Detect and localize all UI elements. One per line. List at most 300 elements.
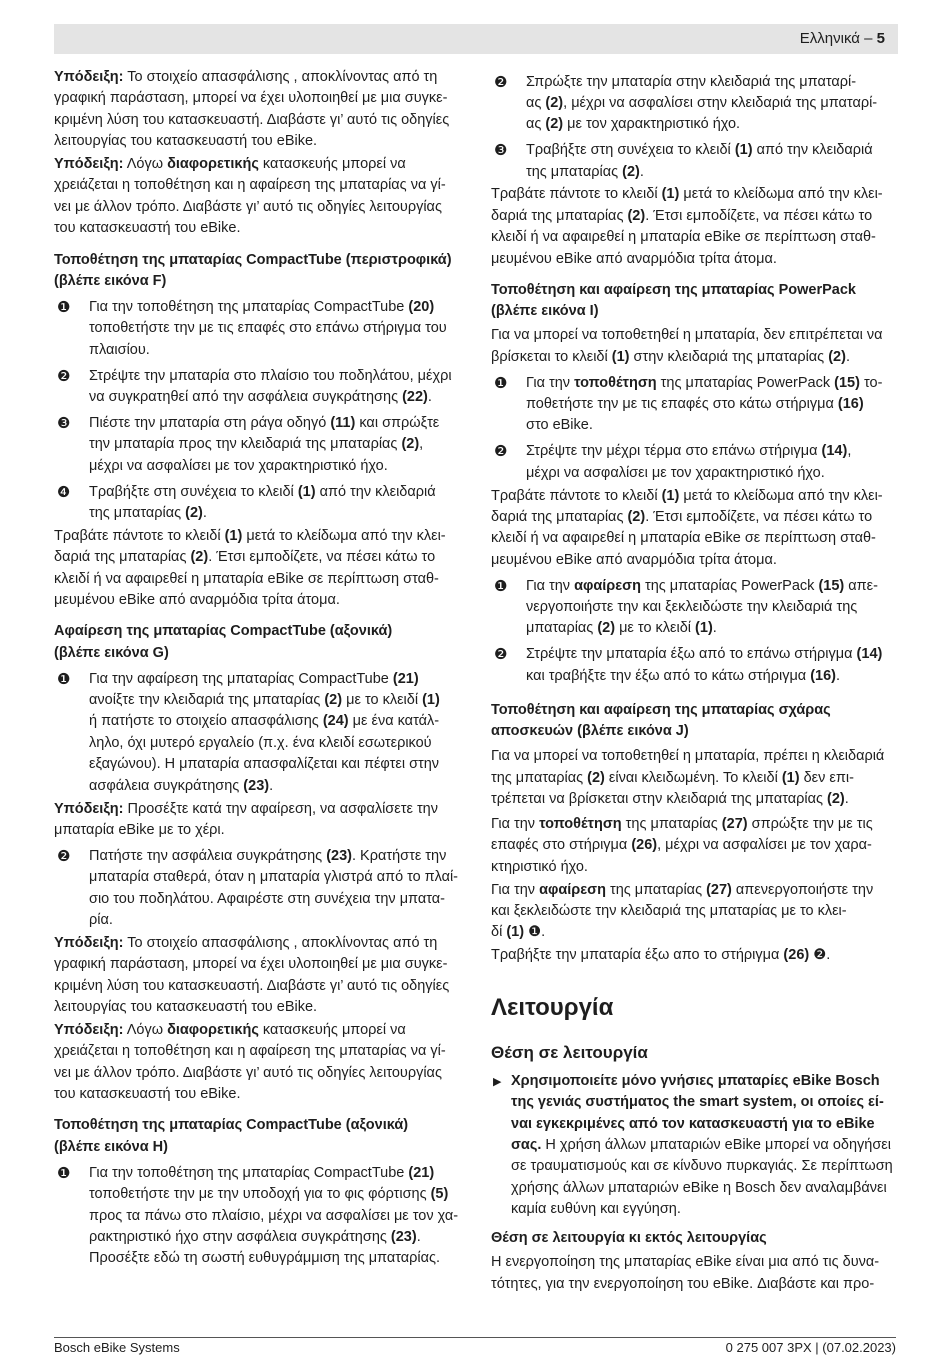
paragraph [54, 67, 458, 153]
text-line [491, 993, 897, 1023]
text-line-content [54, 954, 447, 975]
text-line-content [54, 218, 241, 239]
text-run: δεν επι- [799, 769, 854, 786]
text-run: τότητες, για την ενεργοποίηση του eBike. Διαβάστε και προ- [491, 1275, 875, 1292]
text-line [491, 789, 897, 810]
text-line-content [491, 249, 777, 270]
step-number-icon: ❷ [494, 442, 508, 461]
bold-text-run: (15) [818, 577, 845, 594]
section-heading [491, 280, 897, 323]
text-line-content [89, 318, 447, 339]
text-run: (βλέπε εικόνα H) [54, 1138, 168, 1155]
text-line-content [89, 387, 432, 408]
text-line [54, 1041, 458, 1062]
text-line [526, 162, 897, 183]
text-line-content [491, 857, 588, 878]
bold-text-run: (21) [392, 670, 419, 687]
text-run: . [427, 388, 432, 405]
text-line [54, 976, 458, 997]
text-line-content [54, 88, 447, 109]
text-run: με το κλειδί [342, 692, 423, 709]
text-line [89, 387, 458, 408]
text-line-content [89, 669, 419, 690]
text-run: προς τα πάνω στο πλαίσιο, μέχρι να ασφαλίσει με τον χα- [89, 1207, 459, 1224]
text-run: , [847, 443, 852, 460]
text-line-content [54, 175, 446, 196]
text-line-content [491, 835, 872, 856]
text-line-content [54, 1137, 168, 1158]
text-line-content [491, 227, 876, 248]
text-run: Προσέξτε εδώ τη σωστή ευθυγράμμιση της μπαταρίας. [89, 1250, 441, 1267]
instruction-step [54, 1163, 458, 1270]
bold-text-run: (2) [185, 504, 203, 521]
text-run: Τραβήξτε στη συνέχεια το κλειδί [526, 142, 735, 159]
text-line [89, 318, 458, 339]
text-run: της μπαταρίας PowerPack [656, 374, 835, 391]
text-run: . [202, 504, 207, 521]
text-line-content [526, 618, 717, 639]
text-run: . [639, 163, 644, 180]
text-run: από την κλειδαριά [315, 483, 436, 500]
text-run: τοποθετήστε την με την υποδοχή για το φις φόρτισης [89, 1186, 431, 1203]
bold-text-run: (16) [837, 395, 864, 412]
text-run: ασφάλεια συγκράτησης [89, 777, 244, 794]
text-line [54, 1084, 458, 1105]
text-line-content [491, 880, 873, 901]
bold-text-run: (23) [390, 1228, 417, 1245]
bold-text-run: της γενιάς συστήματος the smart system, οι οποίες εί- [511, 1094, 884, 1111]
text-run: Τοποθέτηση της μπαταρίας CompactTube (αξονικά) [54, 1117, 409, 1134]
text-run: Στρέψτε την μπαταρία στο πλαίσιο του ποδηλάτου, μέχρι [89, 367, 452, 384]
text-run: . Έτσι εμποδίζετε, να πέσει κάτω το [645, 508, 873, 525]
text-line [89, 846, 458, 867]
text-line [511, 1199, 897, 1220]
step-number-icon: ❶ [57, 1163, 71, 1182]
text-run: . [416, 1228, 421, 1245]
text-run: Λειτουργία [491, 993, 614, 1021]
paragraph [54, 526, 458, 612]
text-line [54, 526, 458, 547]
paragraph [54, 933, 458, 1019]
text-line-content [491, 1252, 879, 1273]
text-run: ρία. [89, 911, 113, 928]
text-run: κλειδί ή να αφαιρεθεί η μπαταρία eBike σε περίπτωση σταθ- [491, 229, 876, 246]
text-run: σιο του ποδηλάτου. Αφαιρέστε στη συνέχεια την μπατα- [89, 890, 445, 907]
text-run: Τραβήξτε στη συνέχεια το κλειδί [89, 483, 298, 500]
section-heading [54, 621, 458, 664]
text-run: λειτουργίας του κατασκευαστή του eBike. [54, 133, 318, 150]
paragraph [491, 1252, 897, 1295]
text-line [491, 184, 897, 205]
text-line-content [491, 721, 689, 742]
text-run: Τραβήξτε την μπαταρία έξω απο το στήριγμα [491, 947, 784, 964]
text-run: ας [526, 116, 546, 133]
bold-text-run: αφαίρεση [574, 577, 641, 594]
bold-text-run: (14) [856, 646, 883, 663]
text-run: μευμένου eBike από αναρμόδια τρίτα άτομα. [491, 250, 777, 267]
text-line [491, 1252, 897, 1273]
bold-text-run: (2) [627, 508, 646, 525]
bold-text-run: (2) [545, 94, 564, 111]
text-run: της μπαταρίας [491, 769, 588, 786]
text-run: στο eBike. [526, 417, 593, 434]
text-run: Για την αφαίρεση της μπαταρίας CompactTube [89, 670, 393, 687]
text-run: της μπαταρίας [526, 163, 623, 180]
text-line-content [526, 463, 825, 484]
text-line [526, 576, 897, 597]
text-line-content [54, 976, 449, 997]
text-line-content [526, 644, 882, 665]
text-run: ❷. [809, 947, 831, 964]
text-line [526, 441, 897, 462]
text-line-content [511, 1199, 681, 1220]
text-run: , [419, 436, 424, 453]
text-line-content [89, 482, 436, 503]
bold-text-run: (15) [834, 374, 860, 391]
text-run: ανοίξτε την κλειδαριά της μπαταρίας [89, 692, 325, 709]
text-line [491, 1228, 897, 1249]
text-line [54, 799, 458, 820]
text-run: νεργοποιήστε την και ξεκλειδώστε την κλειδαριά της [526, 598, 858, 615]
text-run: Για να μπορεί να τοποθετηθεί η μπαταρία, δεν επιτρέπεται να [491, 327, 883, 344]
section-title [491, 1041, 897, 1065]
text-run: Πατήστε την ασφάλεια συγκράτησης [89, 847, 327, 864]
text-line [491, 901, 897, 922]
section-heading [54, 250, 458, 293]
text-run: (βλέπε εικόνα F) [54, 273, 167, 290]
text-line [511, 1178, 897, 1199]
text-line [89, 1227, 458, 1248]
paragraph [491, 880, 897, 944]
text-line [526, 597, 897, 618]
text-line [54, 954, 458, 975]
text-line [89, 1184, 458, 1205]
text-run: με ένα κατάλ- [348, 713, 440, 730]
text-run: από την κλειδαριά [752, 142, 873, 159]
text-run: χρήσης άλλων μπαταριών eBike η Bosch δεν αναλαμβάνει [511, 1179, 887, 1196]
text-line-content [526, 140, 873, 161]
text-run: της μπαταρίας PowerPack [640, 577, 819, 594]
text-run: Αφαίρεση της μπαταρίας CompactTube (αξονικά) [54, 623, 393, 640]
text-run: Για την [526, 577, 575, 594]
text-line-content [491, 1041, 648, 1065]
instruction-step [54, 413, 458, 477]
text-line-content [89, 1248, 440, 1269]
text-line-content [491, 814, 873, 835]
text-run: κλειδί ή να αφαιρεθεί η μπαταρία eBike σε περίπτωση σταθ- [491, 530, 876, 547]
bold-text-run: (21) [408, 1164, 435, 1181]
bold-text-run: (27) [706, 881, 732, 898]
right-column [491, 67, 897, 1295]
text-run: Στρέψτε την μπαταρία έξω από το επάνω στήριγμα [526, 646, 857, 663]
text-line-content [54, 1063, 442, 1084]
text-line [491, 835, 897, 856]
text-line-content [54, 997, 317, 1018]
text-line [54, 547, 458, 568]
text-line [491, 280, 897, 301]
text-run: ληλο, όχι μυτερό εργαλείο (π.χ. ένα κλειδί εσωτερικού [89, 734, 432, 751]
step-number-icon: ❸ [57, 413, 71, 432]
text-run: της μπαταρίας [89, 504, 186, 521]
text-run: Θέση σε λειτουργία [491, 1042, 648, 1062]
section-heading [54, 1115, 458, 1158]
instruction-step [54, 297, 458, 361]
text-line [89, 456, 458, 477]
warning-arrow-icon: ▶ [493, 1074, 502, 1088]
text-run: Η χρήση άλλων μπαταριών eBike μπορεί να οδηγήσει [541, 1136, 891, 1153]
text-run: κριμένη λύση του κατασκευαστή. Διαβάστε γι’ αυτό τις οδηγίες [54, 977, 450, 994]
text-line-content [511, 1135, 891, 1156]
text-line [54, 271, 458, 292]
text-run: ποθετήστε την με τις επαφές στο κάτω στήριγμα [526, 395, 838, 412]
text-run: Το στοιχείο απασφάλισης , αποκλίνοντας από τη [123, 69, 438, 85]
text-line-content [54, 1115, 408, 1136]
text-line-content [491, 789, 849, 810]
bold-text-run: σας. [511, 1136, 542, 1153]
bold-text-run: (1) [781, 769, 800, 786]
text-run: καμία ευθύνη και εγγύηση. [511, 1201, 681, 1218]
text-line-content [491, 945, 830, 966]
text-run: ή πατήστε το στοιχείο απασφάλισης [89, 713, 323, 730]
text-line-content [89, 711, 439, 732]
text-line [54, 1020, 458, 1041]
instruction-step [54, 482, 458, 525]
paragraph [491, 945, 897, 966]
text-line [54, 1115, 458, 1136]
text-line-content [526, 373, 882, 394]
text-run: , μέχρι να ασφαλίσει με τον χαρα- [657, 837, 872, 854]
paragraph [54, 799, 458, 842]
text-line [89, 1248, 458, 1269]
text-line-content [511, 1092, 884, 1113]
text-run: στην κλειδαριά της μπαταρίας [629, 348, 829, 365]
text-line [491, 922, 897, 943]
text-run: Πιέστε την μπαταρία στη ράγα οδηγό [89, 414, 331, 431]
text-run: της μπαταρίας [621, 816, 722, 832]
text-line [511, 1114, 897, 1135]
text-line [526, 93, 897, 114]
paragraph [491, 486, 897, 572]
text-run: Για την τοποθέτηση της μπαταρίας CompactTube [89, 1164, 409, 1181]
bold-text-run: (20) [408, 298, 435, 315]
text-line [54, 131, 458, 152]
bold-text-run: (11) [330, 414, 356, 431]
bold-text-run: Υπόδειξη: [54, 934, 124, 951]
text-line [526, 644, 897, 665]
text-run: . [836, 667, 841, 684]
text-line-content [491, 528, 876, 549]
text-run: χρειάζεται η τοποθέτηση και η αφαίρεση της μπαταρίας να γί- [54, 1043, 446, 1060]
text-run: Λόγω [123, 156, 168, 173]
text-line [89, 733, 458, 754]
text-line-content [511, 1178, 887, 1199]
bold-text-run: (27) [721, 816, 748, 832]
bold-text-run: διαφορετικής [167, 156, 259, 173]
text-line [54, 110, 458, 131]
text-run: γραφική παράσταση, μπορεί να έχει υλοποιηθεί με μια συγκε- [54, 956, 448, 973]
text-line [511, 1071, 897, 1092]
text-line [491, 721, 897, 742]
text-line-content [89, 1163, 434, 1184]
text-line [89, 1206, 458, 1227]
bold-text-run: τοποθέτηση [539, 816, 622, 832]
text-line [491, 1041, 897, 1065]
text-run: Το στοιχείο απασφάλισης , αποκλίνοντας από τη [123, 934, 438, 951]
text-run: Τραβάτε πάντοτε το κλειδί [491, 186, 662, 203]
bold-text-run: (2) [828, 348, 846, 365]
text-line-content [89, 846, 446, 867]
text-line-content [491, 280, 856, 301]
text-run: Προσέξτε κατά την αφαίρεση, να ασφαλίσετε την [123, 800, 438, 817]
paragraph [491, 746, 897, 810]
text-run: . [712, 620, 717, 637]
text-line-content [491, 486, 883, 507]
text-line-content [491, 746, 884, 767]
text-run: νει με άλλον τρόπο. Διαβάστε γι’ αυτό τις οδηγίες λειτουργίας [54, 198, 442, 215]
bold-text-run: (23) [326, 847, 352, 864]
bold-text-run: (2) [587, 769, 605, 786]
bold-text-run: (2) [401, 436, 420, 453]
text-line-content [89, 413, 439, 434]
text-line [526, 666, 897, 687]
text-run: γραφική παράσταση, μπορεί να έχει υλοποιηθεί με μια συγκε- [54, 90, 448, 107]
text-line [491, 814, 897, 835]
chapter-title [491, 993, 897, 1023]
text-line [491, 301, 897, 322]
text-run: κλειδί ή να αφαιρεθεί η μπαταρία eBike σε περίπτωση σταθ- [54, 570, 439, 587]
bold-text-run: (1) [297, 483, 316, 500]
text-run: την μπαταρία προς την κλειδαριά της μπαταρίας [89, 436, 402, 453]
instruction-step [54, 366, 458, 409]
footer-publisher: Bosch eBike Systems [54, 1340, 180, 1355]
text-run: αποσκευών (βλέπε εικόνα J) [491, 723, 689, 740]
instruction-step [491, 140, 897, 183]
text-run: κριμένη λύση του κατασκευαστή. Διαβάστε γι’ αυτό τις οδηγίες [54, 111, 450, 128]
text-run: τρέπεται να βρίσκεται στην κλειδαριά της μπαταρίας [491, 791, 828, 808]
paragraph [54, 1020, 458, 1106]
text-line-content [526, 162, 644, 183]
step-number-icon: ❷ [494, 645, 508, 664]
page-number: 5 [876, 30, 885, 47]
text-line [491, 507, 897, 528]
text-line [491, 700, 897, 721]
text-line [54, 643, 458, 664]
text-run: σπρώξτε την με τις [747, 816, 873, 832]
text-line [491, 746, 897, 767]
text-line-content [491, 922, 545, 943]
text-line [89, 889, 458, 910]
text-line-content [89, 434, 423, 455]
text-line [491, 1274, 897, 1295]
text-line [54, 1137, 458, 1158]
step-number-icon: ❸ [494, 141, 508, 160]
text-line-content [491, 184, 883, 205]
text-line-content [89, 1206, 458, 1227]
text-line [89, 669, 458, 690]
text-line-content [491, 1228, 767, 1249]
instruction-step [491, 576, 897, 640]
bold-text-run: (26) [783, 947, 810, 964]
text-line-content [54, 933, 437, 954]
text-run: . [269, 777, 274, 794]
text-line [526, 415, 897, 436]
text-run: και σπρώξτε [355, 414, 440, 431]
text-run: κατασκευής μπορεί να [258, 156, 406, 173]
text-line-content [491, 768, 854, 789]
text-run: δαριά της μπαταρίας [491, 508, 628, 525]
text-run: Για την [491, 881, 540, 898]
text-run: δαριά της μπαταρίας [54, 549, 191, 566]
text-line-content [491, 507, 872, 528]
bold-text-run: (16) [810, 667, 837, 684]
text-run: λειτουργίας του κατασκευαστή του eBike. [54, 999, 318, 1016]
text-run: Τραβάτε πάντοτε το κλειδί [54, 527, 225, 544]
bold-text-run: Χρησιμοποιείτε μόνο γνήσιες μπαταρίες eBike Bosch [511, 1072, 880, 1089]
text-line [54, 569, 458, 590]
text-line-content [54, 154, 406, 175]
text-run: Για την [491, 816, 540, 832]
bold-text-run: (2) [324, 692, 343, 709]
text-run: Λόγω [123, 1021, 168, 1038]
paragraph [491, 325, 897, 368]
bold-text-run: (1) [422, 692, 440, 709]
bold-text-run: τοποθέτηση [574, 374, 657, 391]
text-line [526, 140, 897, 161]
text-line [54, 250, 458, 271]
text-run: χρειάζεται η τοποθέτηση και η αφαίρεση της μπαταρίας να γί- [54, 177, 446, 194]
text-run: σε τραυματισμούς και σε κίνδυνο πυρκαγιάς. Σε περίπτωση [511, 1158, 893, 1175]
bold-text-run: ναι εγκεκριμένες από τον κατασκευαστή για το eBike [511, 1115, 875, 1132]
text-line-content [54, 1084, 241, 1105]
safety-warning [491, 1071, 897, 1221]
footer-document-code: 0 275 007 3PX | (07.02.2023) [725, 1340, 896, 1355]
text-line-content [511, 1114, 875, 1135]
text-line [511, 1092, 897, 1113]
text-line-content [54, 271, 166, 292]
text-run: μετά το κλείδωμα από την κλει- [679, 487, 883, 504]
text-line [89, 690, 458, 711]
text-run: επαφές στο στήριγμα [491, 837, 632, 854]
text-line-content [54, 621, 392, 642]
bold-text-run: (1) [661, 186, 680, 203]
text-line-content [89, 776, 273, 797]
text-run: το- [859, 374, 883, 391]
text-run: Τοποθέτηση και αφαίρεση της μπαταρίας PowerPack [491, 282, 856, 299]
text-line [54, 218, 458, 239]
text-run: Στρέψτε την μέχρι τέρμα στο επάνω στήριγμα [526, 443, 822, 460]
text-run: ας [526, 94, 546, 111]
text-run: με τον χαρακτηριστικό ήχο. [563, 116, 741, 133]
text-run: μευμένου eBike από αναρμόδια τρίτα άτομα. [491, 551, 777, 568]
text-run: της μπαταρίας [605, 881, 707, 898]
text-run: μέχρι να ασφαλίσει με τον χαρακτηριστικό ήχο. [526, 464, 825, 481]
step-number-icon: ❶ [57, 297, 71, 316]
text-line-content [526, 597, 857, 618]
bold-text-run: (2) [545, 116, 564, 133]
text-line [89, 434, 458, 455]
text-line-content [89, 340, 150, 361]
text-line-content [526, 72, 856, 93]
text-run: Τοποθέτηση της μπαταρίας CompactTube (περιστροφικά) [54, 251, 452, 268]
instruction-step [54, 846, 458, 932]
text-run: . [845, 348, 850, 365]
bold-text-run: (26) [631, 837, 658, 854]
text-line [491, 486, 897, 507]
text-line [491, 249, 897, 270]
text-line [89, 910, 458, 931]
text-line [89, 340, 458, 361]
text-line-content [54, 799, 438, 820]
